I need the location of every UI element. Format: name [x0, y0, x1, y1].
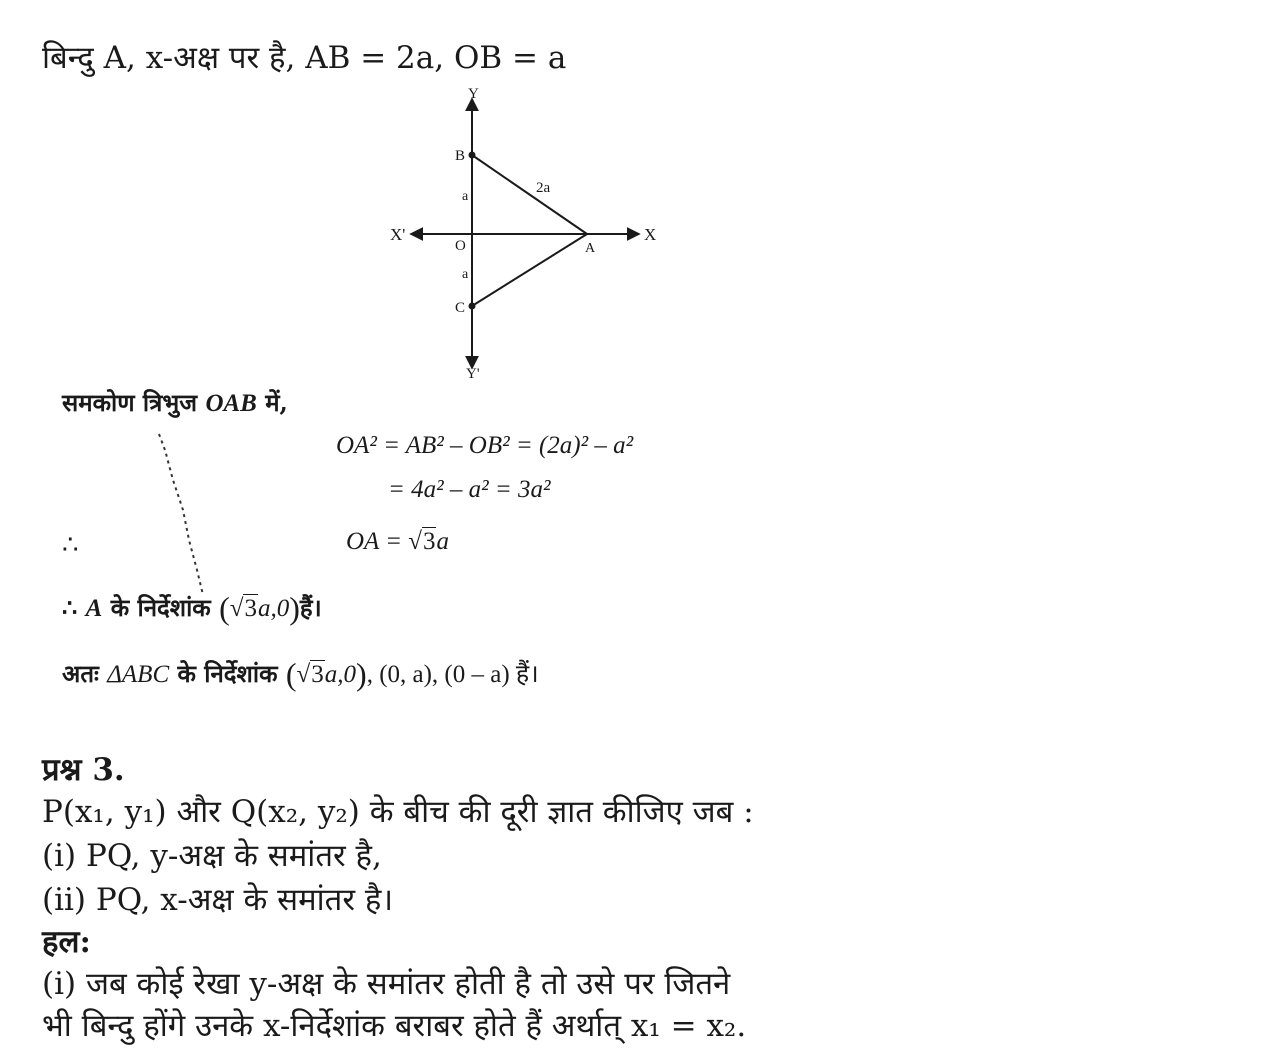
segment-ba: [472, 155, 587, 234]
question-title: प्रश्न 3.: [42, 752, 125, 788]
coordinates-abc: अतः ΔABC के निर्देशांक (√3a,0), (0, a), (0 – a) हैं।: [62, 656, 539, 692]
label-y: Y: [468, 86, 479, 102]
coordinate-diagram: [380, 82, 680, 382]
question-line-3: (ii) PQ, x-अक्ष के समांतर है।: [42, 882, 394, 918]
top-statement: बिन्दु A, x-अक्ष पर है, AB = 2a, OB = a: [42, 40, 567, 76]
coordinates-a: ∴ A के निर्देशांक (√3a,0)हैं।: [62, 590, 322, 626]
solution-label: हल:: [42, 924, 91, 960]
answer-line-1: (i) जब कोई रेखा y-अक्ष के समांतर होती है तो उसे पर जितने: [42, 966, 731, 1002]
point-b: [469, 152, 476, 159]
segment-ca: [472, 234, 587, 306]
label-x: X: [644, 225, 657, 244]
question-line-1: P(x₁, y₁) और Q(x₂, y₂) के बीच की दूरी ज्ञात कीजिए जब :: [42, 794, 754, 830]
scan-mark: [155, 430, 215, 600]
label-origin: O: [455, 238, 466, 254]
point-c: [469, 303, 476, 310]
equation-1: OA² = AB² – OB² = (2a)² – a²: [336, 432, 634, 459]
label-x-neg: X': [390, 225, 406, 244]
answer-line-2: भी बिन्दु होंगे उनके x-निर्देशांक बराबर होते हैं अर्थात् x₁ = x₂.: [42, 1008, 747, 1044]
equation-2: = 4a² – a² = 3a²: [388, 476, 551, 503]
label-y-neg: Y': [466, 366, 480, 382]
therefore-symbol: ∴: [62, 530, 79, 560]
question-line-2: (i) PQ, y-अक्ष के समांतर है,: [42, 838, 382, 874]
label-a: A: [585, 241, 596, 256]
triangle-intro: समकोण त्रिभुज OAB में,: [62, 388, 288, 417]
label-c: C: [455, 300, 466, 316]
label-ob: a: [462, 189, 469, 204]
label-ab: 2a: [536, 180, 551, 196]
label-b: B: [455, 148, 466, 164]
label-oc: a: [462, 267, 469, 282]
equation-3: OA = √3a: [346, 528, 449, 555]
